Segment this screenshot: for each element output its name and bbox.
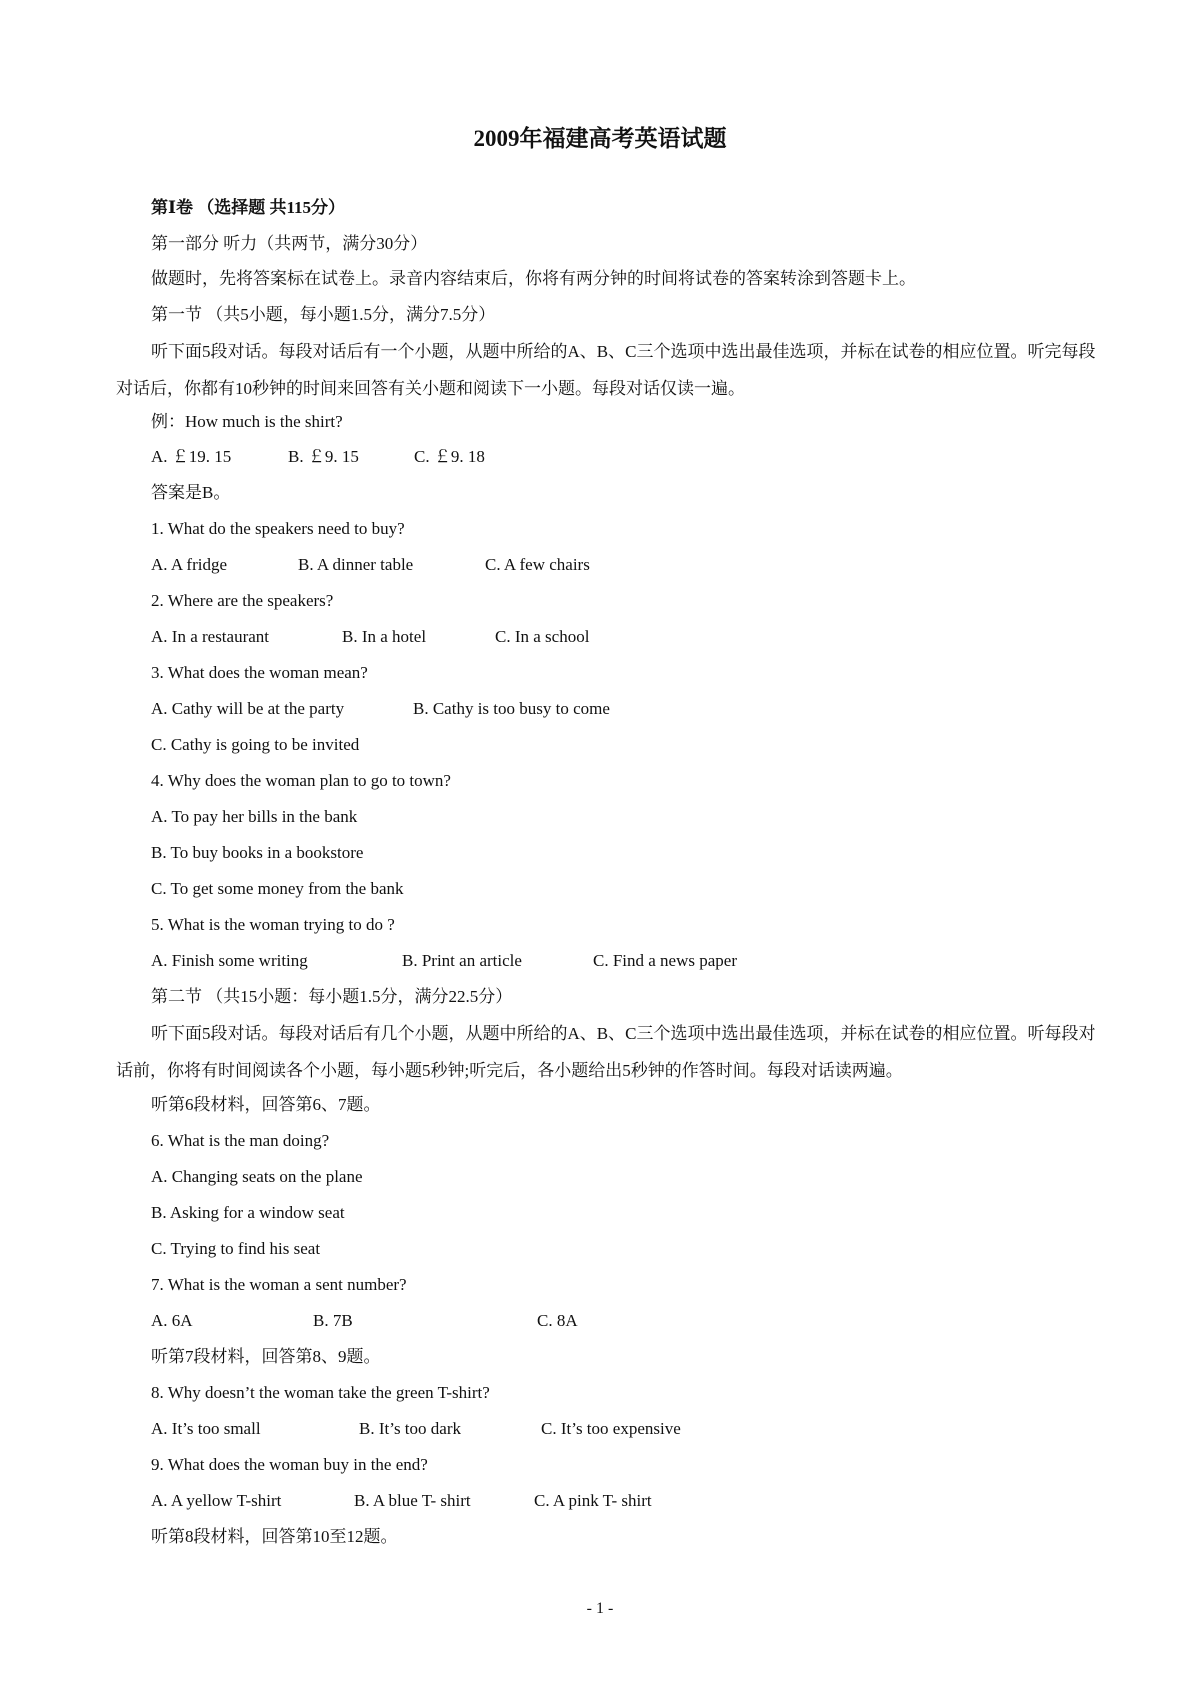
question-8: 8. Why doesn’t the woman take the green T-shirt? (151, 1383, 490, 1402)
material-8-heading: 听第8段材料，回答第10至12题。 (151, 1527, 398, 1546)
section1-instruction: 听下面5段对话。每段对话后有一个小题，从题中所给的A、B、C三个选项中选出最佳选项，并标在试卷的相应位置。听完每段对话后，你都有10秒钟的时间来回答有关小题和阅读下一小题。每段对话仅读一遍。 (116, 342, 1096, 398)
q4-option-c: C. To get some money from the bank (151, 879, 404, 898)
example-option-a: A. ￡19. 15 (151, 447, 232, 466)
q2-option-c: C. In a school (495, 627, 590, 646)
q1-option-a: A. A fridge (151, 555, 228, 574)
question-4: 4. Why does the woman plan to go to town? (151, 771, 451, 790)
section2-heading: 第二节 （共15小题：每小题1.5分，满分22.5分） (151, 987, 513, 1006)
part1-instruction: 做题时，先将答案标在试卷上。录音内容结束后，你将有两分钟的时间将试卷的答案转涂到答题卡上。 (151, 269, 916, 288)
question-3: 3. What does the woman mean? (151, 663, 368, 682)
q3-option-b: B. Cathy is too busy to come (413, 699, 610, 718)
example-answer: 答案是B。 (151, 483, 231, 502)
question-7: 7. What is the woman a sent number? (151, 1275, 407, 1294)
material-6-heading: 听第6段材料，回答第6、7题。 (151, 1095, 381, 1114)
q4-option-a: A. To pay her bills in the bank (151, 807, 358, 826)
q2-option-a: A. In a restaurant (151, 627, 270, 646)
material-7-heading: 听第7段材料，回答第8、9题。 (151, 1347, 381, 1366)
q8-option-c: C. It’s too expensive (541, 1419, 681, 1438)
q8-option-a: A. It’s too small (151, 1419, 261, 1438)
section2-instruction: 听下面5段对话。每段对话后有几个小题，从题中所给的A、B、C三个选项中选出最佳选项，并标在试卷的相应位置。听每段对话前，你将有时间阅读各个小题，每小题5秒钟;听完后，各小题给出5秒钟的作答时间。每段对话读两遍。 (116, 1024, 1096, 1080)
q6-option-c: C. Trying to find his seat (151, 1239, 321, 1258)
q9-option-c: C. A pink T- shirt (534, 1491, 652, 1510)
q1-option-c: C. A few chairs (485, 555, 590, 574)
q8-option-b: B. It’s too dark (359, 1419, 461, 1438)
question-5: 5. What is the woman trying to do ? (151, 915, 395, 934)
q5-option-b: B. Print an article (402, 951, 522, 970)
question-2: 2. Where are the speakers? (151, 591, 334, 610)
q3-option-a: A. Cathy will be at the party (151, 699, 345, 718)
page-number: - 1 - (586, 1600, 614, 1617)
q7-option-a: A. 6A (151, 1311, 193, 1330)
q6-option-a: A. Changing seats on the plane (151, 1167, 363, 1186)
q4-option-b: B. To buy books in a bookstore (151, 843, 364, 862)
q2-option-b: B. In a hotel (342, 627, 427, 646)
question-9: 9. What does the woman buy in the end? (151, 1455, 428, 1474)
volume-heading: 第Ⅰ卷 （选择题 共115分） (151, 198, 346, 217)
document-title: 2009年福建高考英语试题 (473, 126, 727, 151)
question-6: 6. What is the man doing? (151, 1131, 330, 1150)
q5-option-c: C. Find a news paper (593, 951, 738, 970)
q1-option-b: B. A dinner table (298, 555, 414, 574)
example-question: 例：How much is the shirt? (151, 412, 343, 431)
q3-option-c: C. Cathy is going to be invited (151, 735, 360, 754)
q9-option-a: A. A yellow T-shirt (151, 1491, 282, 1510)
q9-option-b: B. A blue T- shirt (354, 1491, 471, 1510)
q5-option-a: A. Finish some writing (151, 951, 308, 970)
example-option-c: C. ￡9. 18 (414, 447, 485, 466)
example-option-b: B. ￡9. 15 (288, 447, 359, 466)
section1-heading: 第一节 （共5小题，每小题1.5分，满分7.5分） (151, 305, 496, 324)
part1-heading: 第一部分 听力（共两节，满分30分） (151, 234, 428, 253)
q6-option-b: B. Asking for a window seat (151, 1203, 345, 1222)
question-1: 1. What do the speakers need to buy? (151, 519, 405, 538)
q7-option-c: C. 8A (537, 1311, 578, 1330)
q7-option-b: B. 7B (313, 1311, 353, 1330)
